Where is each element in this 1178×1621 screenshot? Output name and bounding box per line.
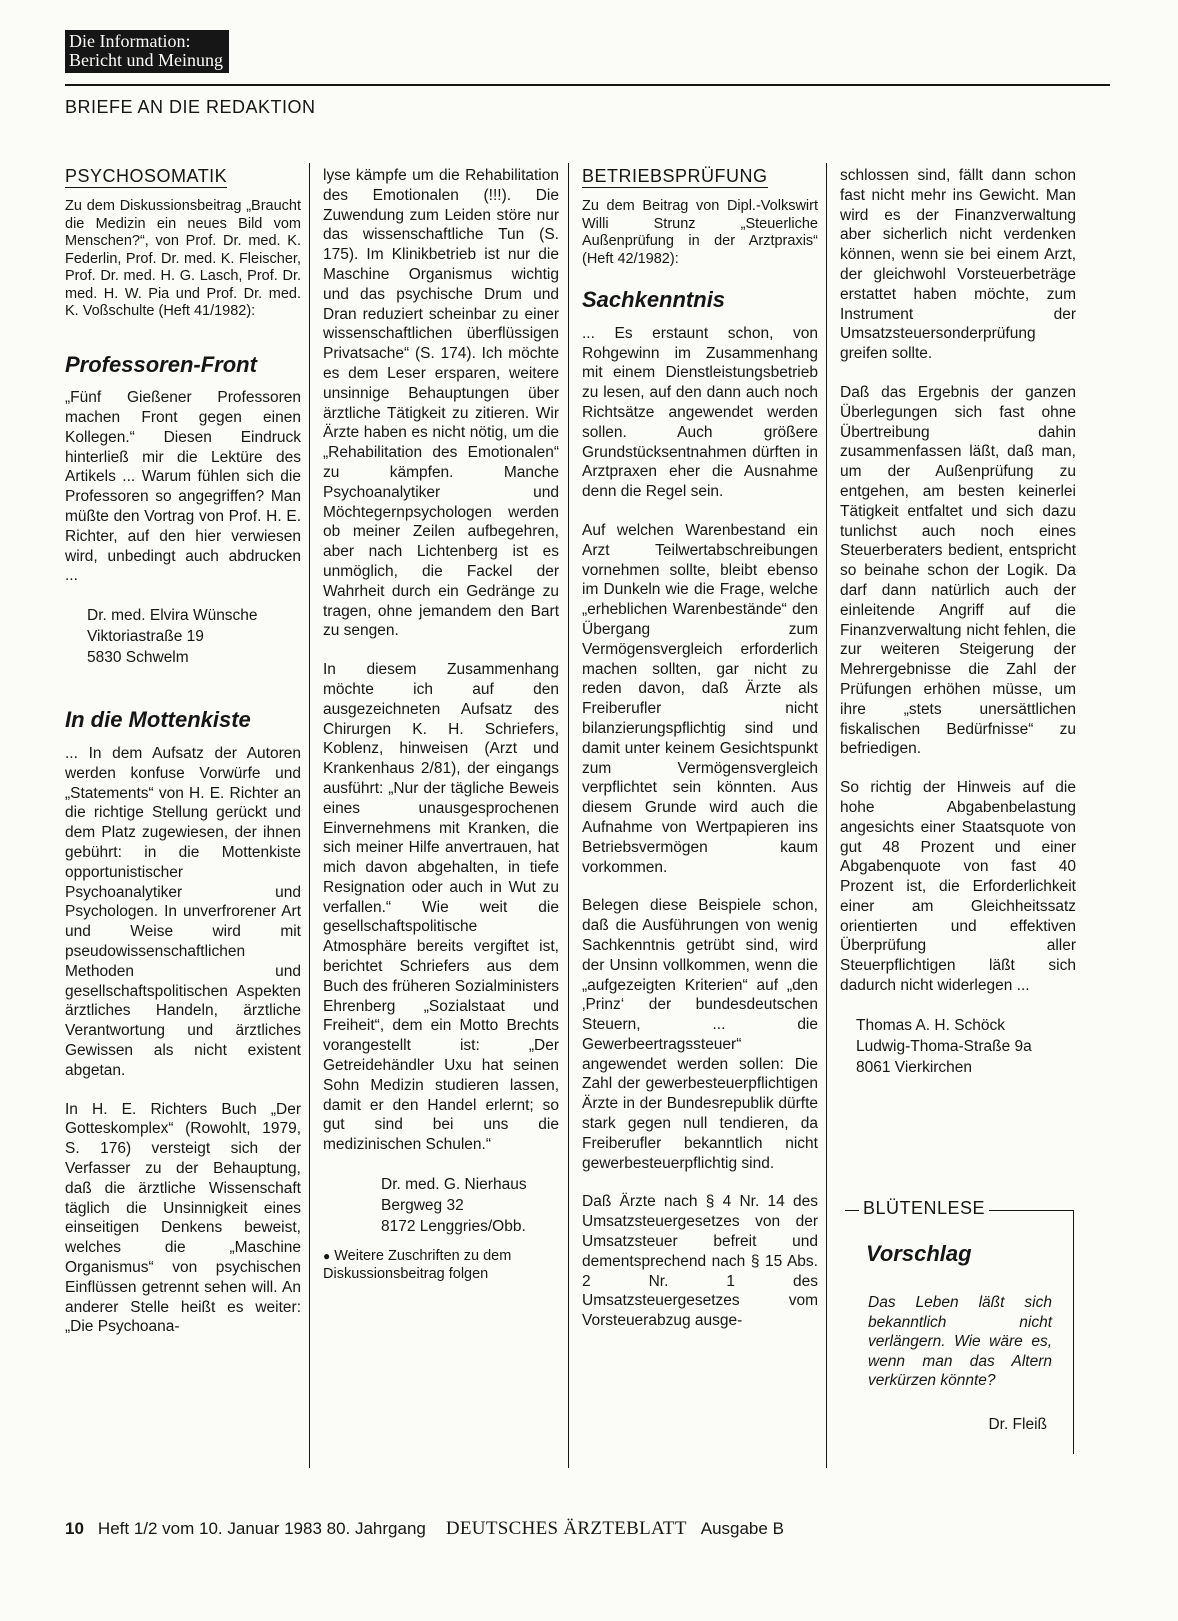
section-header-badge <box>65 30 229 73</box>
topic-betriebspruefung: BETRIEBSPRÜFUNG <box>582 166 768 186</box>
letter-intro: Zu dem Diskussionsbeitrag „Braucht die Medizin ein neues Bild vom Menschen?“, von Prof. Dr. med. K. Federlin, Prof. Dr. med. K. Fleischer, Prof. Dr. med. H. G. Lasch, Prof. Dr. med. H. W. Pia und Prof. Dr. med. K. Voßschulte (Heft 41/1982): <box>65 198 301 319</box>
note-text: Weitere Zuschriften zu dem Diskussionsbeitrag folgen <box>323 1248 512 1283</box>
headline-professoren-front: Professoren-Front <box>65 351 257 377</box>
column-4 <box>840 166 1076 1120</box>
letter-paragraph: lyse kämpfe um die Rehabilitation des Emotionalen (!!!). Die Zuwendung zum Leiden störe nur das wissenschaftliche Tun (S. 175). Im Klinikbetrieb ist nur die Maschine Organismus wichtig und das psychische Drum und Dran reduziert scheinbar zu einer wissenschaftlichen überflüssigen Privatsache“ (S. 174). Ich möchte es dem Leser ersparen, weitere unsinnige Behauptungen über ärztliche Tätigkeit zu zitieren. Wir Ärzte haben es nicht nötig, um die „Rehabilitation des Emotionalen“ zu kämpfen. Manche Psychoanalytiker und Möchtegernpsychologen werden ob meiner Zeilen aufbegehren, aber nach Lichtenberg ist es unmöglich, die Fackel der Wahrheit durch ein Gedränge zu tragen, ohne jemandem den Bart zu sengen. <box>323 167 559 640</box>
topic-psychosomatik: PSYCHOSOMATIK <box>65 166 228 186</box>
bluetenlese-title: Vorschlag <box>866 1241 972 1266</box>
signature-nierhaus <box>381 1174 559 1237</box>
signature-line: Thomas A. H. Schöck <box>856 1016 1006 1034</box>
letter-paragraph: schlossen sind, fällt dann schon fast nicht mehr ins Gewicht. Man wird es der Finanzverwaltung aber sicherlich nicht verdenken können, wenn sie bei einem Arzt, der gleichwohl Vorsteuerbeträge erstattet haben möchte, zum Instrument der Umsatzsteuersonderprüfung greifen sollte. <box>840 167 1076 363</box>
column-3 <box>582 166 818 1350</box>
signature-line: Viktoriastraße 19 <box>87 628 204 646</box>
letter-paragraph: ... Es erstaunt schon, von Rohgewinn im Zusammenhang mit einem Dienstleistungsbetrieb zu lesen, auf den dann auch noch Richtsätze angewendet werden sollen. Auch größere Grundstücksentnahmen dürften in Arztpraxen eher die Ausnahme denn die Regel sein. <box>582 324 818 501</box>
signature-line: Bergweg 32 <box>381 1197 464 1215</box>
letter-paragraph: Daß Ärzte nach § 4 Nr. 14 des Umsatzsteuergesetzes von der Umsatzsteuer befreit und dementsprechend nach § 15 Abs. 2 Nr. 1 des Umsatzsteuergesetzes vom Vorsteuerabzug ausge- <box>582 1193 818 1330</box>
column-1 <box>65 166 301 1356</box>
letter-paragraph: In H. E. Richters Buch „Der Gotteskomplex“ (Rowohlt, 1979, S. 176) versteigt sich der Verfasser zu der Behauptung, daß die ärztliche Wissenschaft täglich die Unsinnigkeit eines einseitigen Denkens beweist, welches die „Maschine Organismus“ von psychischen Einflüssen getrennt sehen will. An anderer Stelle heißt es weiter: „Die Psychoana- <box>65 1100 301 1336</box>
letter-paragraph: Auf welchen Warenbestand ein Arzt Teilwertabschreibungen vornehmen sollte, bleibt ebenso im Dunkeln wie die Frage, welche „erheblichen Warenbestände“ den Übergang zum Vermögensvergleich erforderlich machen sollten, gar nicht zu reden davon, daß Ärzte als Freiberufler nicht bilanzierungspflichtig sind und damit unter keinem Gesichtspunkt zum Vermögensvergleich verpflichtet sein könnten. Aus diesem Grunde wird auch die Aufnahme von Wertpapieren ins Betriebsvermögen kaum vorkommen. <box>582 521 818 876</box>
bullet-icon: ● <box>323 1249 331 1264</box>
column-divider <box>309 163 310 1468</box>
letter-intro: Zu dem Beitrag von Dipl.-Volkswirt Willi Strunz „Steuerliche Außenprüfung in der Arztpraxis“ (Heft 42/1982): <box>582 198 818 267</box>
letter-paragraph: Daß das Ergebnis der ganzen Überlegungen sich fast ohne Übertreibung dahin zusammenfassen läßt, daß man, um der Außenprüfung zu entgehen, am besten keinerlei Tätigkeit entfaltet und sich dazu tunlichst auch noch eines Steuerberaters bedient, entspricht so beinahe schon der Logik. Da darf dann natürlich auch der einleitende Angriff auf die Finanzverwaltung nicht fehlen, die zur weiteren Steigerung der Mehrergebnisse die Zahl der Prüfungen erhöhen müsse, um ihre „stets unersättlichen fiskalischen Bedürfnisse“ zu befriedigen. <box>840 383 1076 758</box>
header-line-2: Bericht und Meinung <box>69 50 223 70</box>
signature-wuensche <box>87 605 301 668</box>
follow-up-note <box>323 1247 559 1283</box>
magazine-name: DEUTSCHES ÄRZTEBLATT <box>445 1518 687 1539</box>
edition-label: Ausgabe B <box>700 1519 784 1538</box>
bluetenlese-label: BLÜTENLESE <box>859 1198 989 1219</box>
column-divider <box>826 163 827 1468</box>
signature-line: Dr. med. Elvira Wünsche <box>87 607 258 625</box>
bluetenlese-quote: Das Leben läßt sich bekanntlich nicht verlängern. Wie wäre es, wenn man das Altern verkürzen könnte? <box>868 1294 1052 1389</box>
column-divider <box>568 163 569 1468</box>
letter-paragraph: In diesem Zusammenhang möchte ich auf den ausgezeichneten Aufsatz des Chirurgen K. H. Schriefers, Koblenz, hinweisen (Arzt und Krankenhaus 2/81), der eingangs ausführt: „Nur der tägliche Beweis eines unausgesprochenen Einvernehmens mit Kranken, die sich meiner Hilfe anvertrauen, hat mich davon abgehalten, in tiefe Resignation oder auch in Wut zu verfallen.“ Wie weit die gesellschaftspolitische Atmosphäre bereits vergiftet ist, berichtet Schriefers aus dem Buch des früheren Sozialministers Ehrenberg „Sozialstaat und Freiheit“, dem ein Motto Brechts vorangestellt ist: „Der Getreidehändler Uxu hat seinen Sohn Medizin studieren lassen, damit er den Handel erlernt; so gut sind bei uns die medizinischen Schulen.“ <box>323 661 559 1154</box>
headline-mottenkiste: In die Mottenkiste <box>65 707 251 733</box>
signature-schoeck <box>856 1015 1076 1078</box>
letter-paragraph: ... In dem Aufsatz der Autoren werden konfuse Vorwürfe und „Statements“ von H. E. Richter an die richtige Stellung gerückt und dem Platz zugewiesen, der ihnen gebührt: in die Mottenkiste opportunistischer Psychoanalytiker und Psychologen. In unverfrorener Art und Weise wird mit pseudowissenschaftlichen Methoden und gesellschaftspolitischen Aspekten ärztliches Handeln, ärztliche Verantwortung und ärztliches Gewissen als nicht existent abgetan. <box>65 745 301 1079</box>
signature-line: 5830 Schwelm <box>87 649 189 667</box>
bluetenlese-box <box>845 1198 1074 1454</box>
headline-sachkenntnis: Sachkenntnis <box>582 287 726 312</box>
signature-line: 8172 Lenggries/Obb. <box>381 1218 526 1236</box>
issue-info: Heft 1/2 vom 10. Januar 1983 80. Jahrgang <box>97 1519 426 1538</box>
bluetenlese-signature: Dr. Fleiß <box>988 1416 1047 1433</box>
header-line-1: Die Information: <box>69 31 191 51</box>
letter-paragraph: Belegen diese Beispiele schon, daß die Ausführungen von wenig Sachkenntnis getrübt sind, wird der Unsinn vollkommen, wenn die „aufgezeigten Kriterien“ auf „den ‚Prinz‘ der bundesdeutschen Steuern, ... die Gewerbeertragssteuer“ angewendet werden sollen: Die Zahl der gewerbesteuerpflichtigen Ärzte in der Bundesrepublik dürfte stark gegen null tendieren, da Freiberufler bekanntlich nicht gewerbesteuerpflichtig sind. <box>582 897 818 1172</box>
letter-paragraph: So richtig der Hinweis auf die hohe Abgabenbelastung angesichts einer Staatsquote von gut 48 Prozent und einer Abgabenquote von fast 40 Prozent ist, die Erforderlichkeit einer am Gleichheitssatz orientierten und effektiven Überprüfung aller Steuerpflichtigen läßt sich dadurch nicht widerlegen ... <box>840 779 1076 995</box>
header-rule <box>65 84 1110 86</box>
signature-line: 8061 Vierkirchen <box>856 1058 973 1076</box>
signature-line: Dr. med. G. Nierhaus <box>381 1176 527 1194</box>
column-2 <box>323 166 559 1283</box>
section-title: BRIEFE AN DIE REDAKTION <box>65 97 316 117</box>
page-footer <box>65 1518 784 1540</box>
letter-paragraph: „Fünf Gießener Professoren machen Front gegen einen Kollegen.“ Diesen Eindruck hinterließ mir die Lektüre des Artikels ... Warum fühlen sich die Professoren so angegriffen? Man müßte den Vortrag von Prof. H. E. Richter, auf den hier verwiesen wird, unbedingt auch abdrucken ... <box>65 389 301 585</box>
page-number: 10 <box>65 1519 84 1538</box>
signature-line: Ludwig-Thoma-Straße 9a <box>856 1037 1032 1055</box>
